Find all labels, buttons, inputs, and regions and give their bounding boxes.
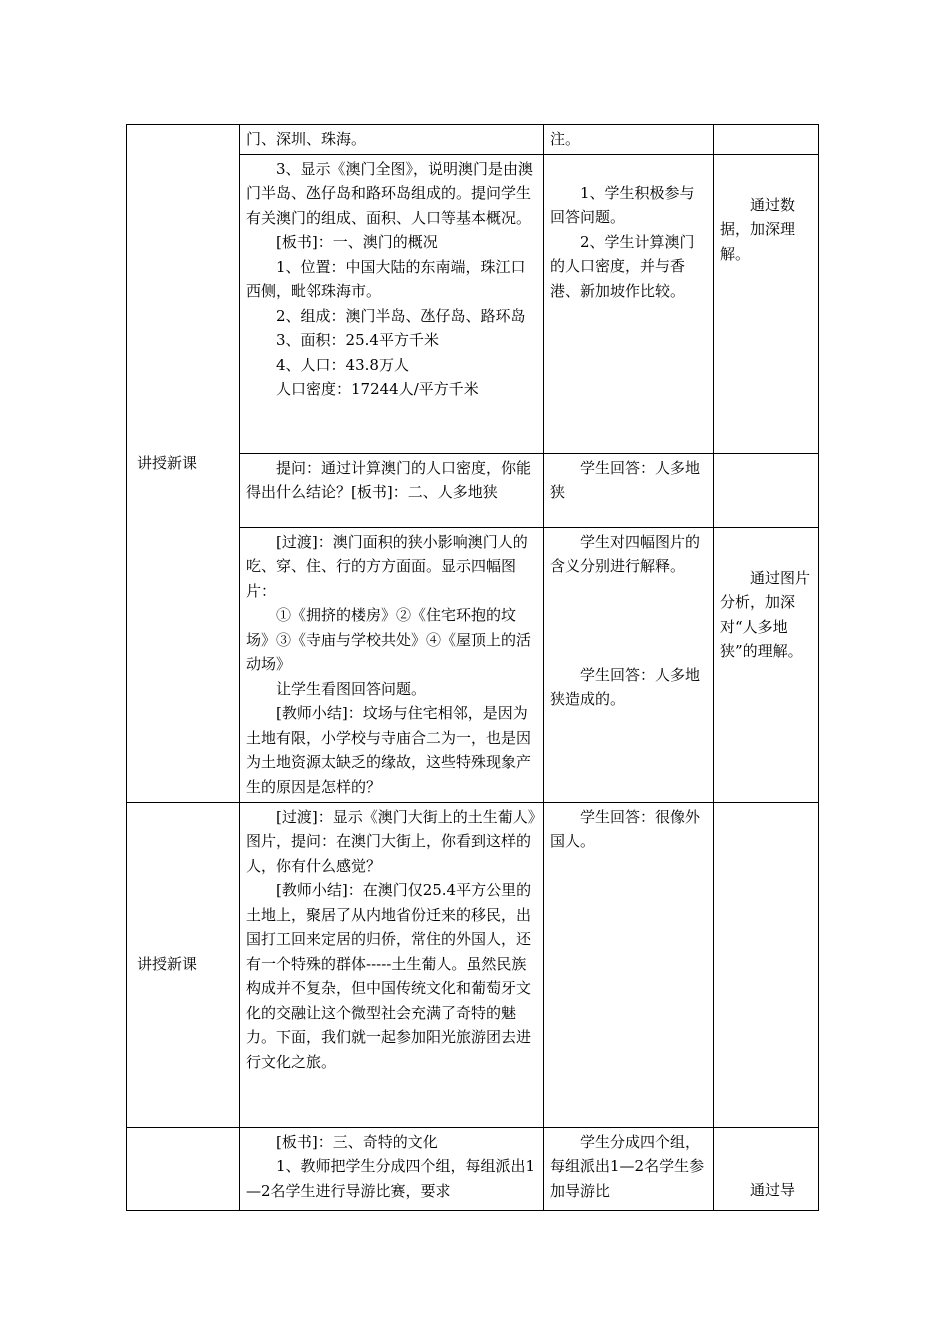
student-activity-cell: 注。	[544, 125, 714, 155]
student-activity-cell: 学生回答：很像外国人。	[544, 802, 714, 1127]
design-intent-cell	[714, 453, 819, 527]
section-label: 讲授新课	[137, 454, 198, 472]
lesson-plan-table	[126, 124, 819, 1211]
student-activity-cell: 学生回答：人多地狭	[544, 453, 714, 527]
student-activity-cell: 学生分成四个组，每组派出1—2名学生参加导游比	[544, 1127, 714, 1210]
design-intent-cell	[714, 125, 819, 155]
section-label: 讲授新课	[137, 955, 198, 974]
design-intent-cell: 通过数据，加深理解。	[714, 154, 819, 453]
student-activity-cell: 1、学生积极参与回答问题。 2、学生计算澳门的人口密度，并与香港、新加坡作比较。	[544, 154, 714, 453]
table-row	[127, 1127, 819, 1210]
section-cell	[127, 1127, 240, 1210]
teacher-activity-cell: [过渡]：澳门面积的狭小影响澳门人的吃、穿、住、行的方方面面。显示四幅图片： ①《拥挤的楼房》②《住宅环抱的坟场》③《寺庙与学校共处》④《屋顶上的活动场》 让学生看图回答问题。 [教师小结]：坟场与住宅相邻，是因为土地有限，小学校与寺庙合二为一，也是因为土地资源太缺乏的缘故，这些特殊现象产生的原因是怎样的？	[240, 527, 544, 802]
student-activity-cell: 学生对四幅图片的含义分别进行解释。 学生回答：人多地狭造成的。	[544, 527, 714, 802]
teacher-activity-cell: 3、显示《澳门全图》，说明澳门是由澳门半岛、氹仔岛和路环岛组成的。提问学生有关澳门的组成、面积、人口等基本概况。 [板书]：一、澳门的概况 1、位置：中国大陆的东南端，珠江口西侧，毗邻珠海市。 2、组成：澳门半岛、氹仔岛、路环岛 3、面积：25.4平方千米 4、人口：43.8万人 人口密度：17244人/平方千米	[240, 154, 544, 453]
design-intent-cell	[714, 802, 819, 1127]
table-row	[127, 125, 819, 155]
section-cell	[127, 125, 240, 803]
design-intent-cell: 通过图片分析，加深对“人多地狭”的理解。	[714, 527, 819, 802]
teacher-activity-cell: 提问：通过计算澳门的人口密度，你能得出什么结论？[板书]：二、人多地狭	[240, 453, 544, 527]
table-row	[127, 802, 819, 1127]
section-cell	[127, 802, 240, 1127]
teacher-activity-cell: [过渡]：显示《澳门大街上的土生葡人》图片，提问：在澳门大街上，你看到这样的人，你有什么感觉？ [教师小结]：在澳门仅25.4平方公里的土地上，聚居了从内地省份迁来的移民，出国打工回来定居的归侨，常住的外国人，还有一个特殊的群体-----土生葡人。虽然民族构成并不复杂，但中国传统文化和葡萄牙文化的交融让这个微型社会充满了奇特的魅力。下面，我们就一起参加阳光旅游团去进行文化之旅。	[240, 802, 544, 1127]
design-intent-cell: 通过导	[714, 1127, 819, 1210]
teacher-activity-cell: [板书]：三、奇特的文化 1、教师把学生分成四个组，每组派出1—2名学生进行导游比赛，要求	[240, 1127, 544, 1210]
teacher-activity-cell: 门、深圳、珠海。	[240, 125, 544, 155]
